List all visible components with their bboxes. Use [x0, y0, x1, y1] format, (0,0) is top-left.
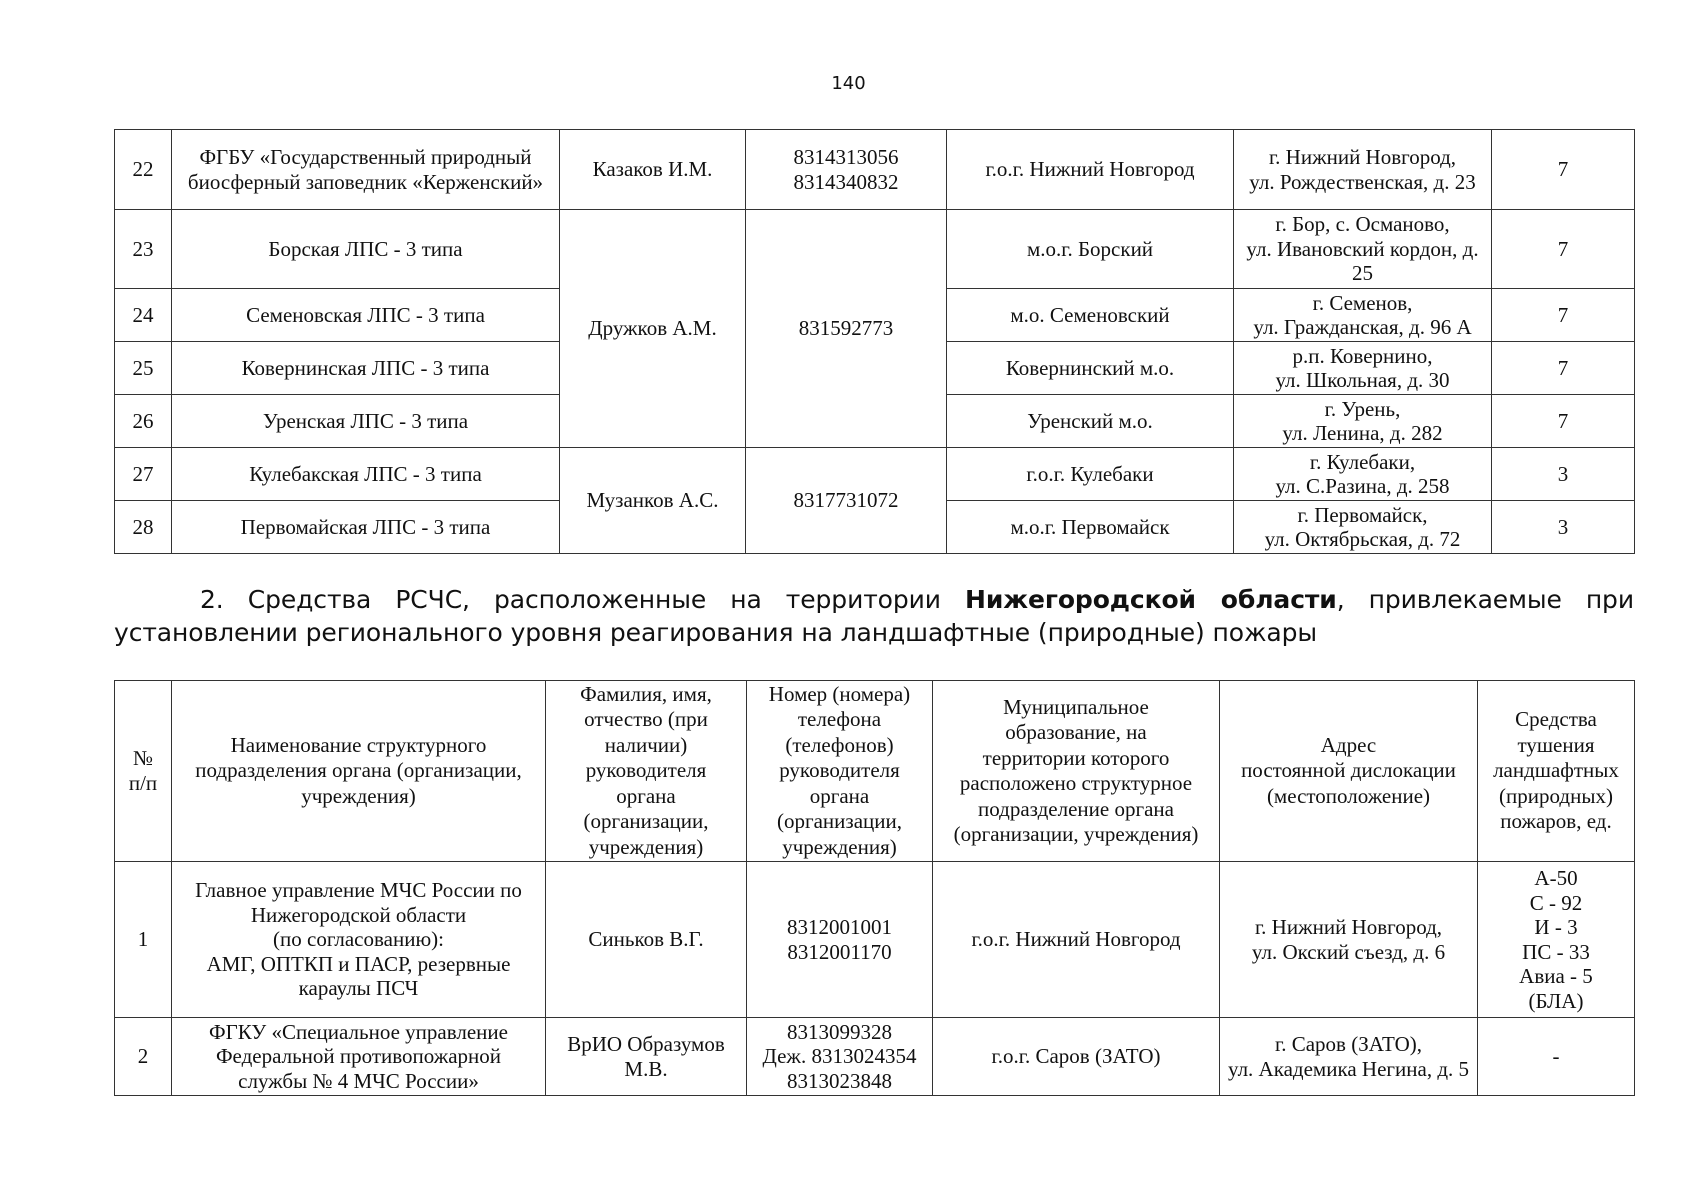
head-name-line: Синьков В.Г.	[588, 927, 704, 952]
means	[1478, 1018, 1635, 1096]
phone-line: 8314340832	[793, 169, 899, 194]
col-means-line: тушения	[1517, 732, 1595, 757]
means-line: Авиа - 5	[1519, 964, 1593, 988]
units-count	[1492, 395, 1635, 448]
address-line: г. Бор, с. Османово,	[1275, 212, 1450, 237]
means-line: С - 92	[1529, 890, 1583, 915]
row-number	[115, 130, 172, 210]
address-line: г. Нижний Новгород,	[1268, 145, 1457, 169]
col-phone-line: Номер (номера)	[768, 681, 911, 706]
col-municipality-line: расположено структурное	[959, 771, 1193, 795]
row-number-line: 22	[132, 157, 154, 182]
unit-name-line: Уренская ЛПС - 3 типа	[262, 408, 469, 433]
phone-line: Деж. 8313024354	[762, 1044, 917, 1069]
address-line: г. Нижний Новгород,	[1254, 915, 1443, 939]
col-means-line: (природных)	[1499, 783, 1613, 808]
col-means-line: пожаров, ед.	[1500, 809, 1612, 834]
unit-name-line: Федеральной противопожарной	[215, 1044, 502, 1069]
units-count-line: 7	[1557, 355, 1569, 380]
col-number-line: №	[132, 745, 154, 770]
units-count	[1492, 289, 1635, 342]
row-number-line: 2	[137, 1044, 149, 1069]
municipality	[947, 501, 1234, 554]
municipality	[947, 210, 1234, 289]
municipality-line: м.о. Семеновский	[1010, 302, 1170, 327]
municipality	[947, 342, 1234, 395]
row-number	[115, 1018, 172, 1096]
col-number-line: п/п	[128, 771, 158, 795]
col-address-line: Адрес	[1320, 732, 1377, 757]
municipality	[933, 1018, 1220, 1096]
municipality-line: м.о.г. Борский	[1026, 236, 1154, 261]
col-phone-line: (телефонов)	[785, 732, 894, 757]
address	[1220, 1018, 1478, 1096]
units-count-line: 7	[1557, 408, 1569, 433]
municipality-line: г.о.г. Нижний Новгород	[985, 157, 1195, 182]
row-number	[115, 342, 172, 395]
region-name: Нижегородской области	[965, 585, 1337, 614]
address	[1234, 342, 1492, 395]
phone-line: 8317731072	[793, 488, 899, 513]
col-address-line: постоянной дислокации	[1241, 758, 1456, 783]
address-line: г. Семенов,	[1312, 290, 1413, 315]
units-count-line: 7	[1557, 236, 1569, 261]
head-name-line: Музанков А.С.	[586, 488, 719, 513]
municipality-line: Ковернинский м.о.	[1005, 355, 1175, 380]
col-head-name-line: руководителя	[585, 758, 707, 783]
phone-line: 8313023848	[787, 1068, 892, 1093]
col-head-name-line: отчество (при	[584, 707, 708, 732]
col-unit-name-line: подразделения органа (организации,	[195, 758, 522, 783]
address-line: ул. Октябрьская, д. 72	[1264, 527, 1461, 551]
municipality-line: г.о.г. Нижний Новгород	[971, 927, 1181, 952]
units-count	[1492, 448, 1635, 501]
col-phone-line: телефона	[797, 707, 882, 732]
col-address-line: (местоположение)	[1266, 783, 1431, 808]
col-phone-line: (организации,	[777, 809, 902, 834]
address-line: г. Кулебаки,	[1309, 449, 1416, 474]
municipality	[947, 130, 1234, 210]
means-line: А-50	[1534, 866, 1578, 890]
table-row	[115, 448, 1635, 501]
address-line: ул. Гражданская, д. 96 А	[1253, 315, 1472, 339]
unit-name-line: (по согласованию):	[273, 927, 444, 952]
municipality	[947, 448, 1234, 501]
municipality-line: г.о.г. Кулебаки	[1026, 461, 1154, 486]
means-line: (БЛА)	[1528, 988, 1584, 1013]
address	[1234, 501, 1492, 554]
unit-name-line: Нижегородской области	[250, 902, 467, 927]
address	[1234, 130, 1492, 210]
address-line: ул. Ивановский кордон, д.	[1246, 236, 1479, 261]
col-number	[115, 681, 172, 862]
units-count-line: 3	[1557, 461, 1569, 486]
address	[1234, 448, 1492, 501]
phone-line: 8312001170	[787, 939, 892, 964]
unit-name	[172, 289, 560, 342]
head-name-line: ВрИО Образумов	[567, 1032, 725, 1056]
unit-name-line: Семеновская ЛПС - 3 типа	[246, 302, 485, 327]
row-number	[115, 210, 172, 289]
address-line: ул. Ленина, д. 282	[1282, 421, 1443, 445]
page-number: 140	[831, 73, 866, 94]
units-count-line: 7	[1557, 302, 1569, 327]
col-unit-name	[172, 681, 546, 862]
address-line: ул. Академика Негина, д. 5	[1228, 1056, 1469, 1081]
address-line: г. Первомайск,	[1297, 502, 1428, 527]
col-municipality-line: образование, на	[1005, 720, 1147, 744]
phone	[747, 862, 933, 1018]
col-phone-line: учреждения)	[782, 834, 897, 859]
unit-name-line: биосферный заповедник «Керженский»	[187, 169, 544, 194]
unit-name	[172, 130, 560, 210]
col-unit-name-line: учреждения)	[301, 783, 416, 808]
table-row	[115, 210, 1635, 289]
unit-name-line: караулы ПСЧ	[298, 976, 419, 1001]
col-municipality-line: подразделение органа	[978, 796, 1174, 821]
head-name	[546, 1018, 747, 1096]
rschs-forces-table	[114, 680, 1635, 1096]
phone	[747, 1018, 933, 1096]
section-2-heading: 2. Средства РСЧС, расположенные на территории Нижегородской области, привлекаемые при установлении регионального уровня реагирования на ландшафтные (природные) пожары	[114, 585, 1634, 647]
municipality	[947, 395, 1234, 448]
col-head-name	[546, 681, 747, 862]
unit-name	[172, 342, 560, 395]
head-name	[560, 210, 746, 448]
units-count	[1492, 342, 1635, 395]
col-municipality	[933, 681, 1220, 862]
table-row	[115, 862, 1635, 1018]
address-line: ул. Школьная, д. 30	[1275, 368, 1450, 392]
col-head-name-line: учреждения)	[588, 834, 704, 859]
row-number-line: 26	[132, 408, 154, 433]
col-means-line: Средства	[1515, 707, 1597, 732]
col-address	[1220, 681, 1478, 862]
head-name-line: М.В.	[624, 1056, 668, 1081]
unit-name	[172, 395, 560, 448]
municipality-line: м.о.г. Первомайск	[1010, 514, 1170, 539]
phone-line: 8314313056	[793, 145, 899, 169]
row-number	[115, 501, 172, 554]
address-line: ул. Рождественская, д. 23	[1249, 169, 1476, 194]
col-head-name-line: Фамилия, имя,	[580, 681, 712, 706]
forest-stations-table	[114, 129, 1635, 554]
unit-name	[172, 210, 560, 289]
row-number-line: 23	[132, 236, 154, 261]
head-name	[560, 448, 746, 554]
units-count	[1492, 130, 1635, 210]
unit-name-line: Ковернинская ЛПС - 3 типа	[241, 355, 490, 380]
address-line: ул. Окский съезд, д. 6	[1251, 939, 1446, 964]
head-name-line: Казаков И.М.	[592, 157, 713, 182]
row-number	[115, 289, 172, 342]
municipality	[947, 289, 1234, 342]
address	[1234, 289, 1492, 342]
row-number-line: 1	[137, 927, 149, 952]
address-line: 25	[1352, 261, 1373, 286]
phone	[746, 130, 947, 210]
address	[1220, 862, 1478, 1018]
table-row	[115, 1018, 1635, 1096]
row-number	[115, 862, 172, 1018]
unit-name-line: Борская ЛПС - 3 типа	[268, 236, 463, 261]
address-line: г. Саров (ЗАТО),	[1274, 1032, 1423, 1056]
row-number	[115, 448, 172, 501]
row-number	[115, 395, 172, 448]
col-municipality-line: (организации, учреждения)	[953, 822, 1199, 846]
units-count	[1492, 501, 1635, 554]
phone	[746, 448, 947, 554]
unit-name-line: ФГБУ «Государственный природный	[199, 145, 532, 169]
row-number-line: 27	[132, 461, 154, 486]
head-name-line: Дружков А.М.	[588, 316, 717, 341]
address-line: р.п. Ковернино,	[1292, 343, 1433, 368]
unit-name-line: Главное управление МЧС России по	[195, 878, 522, 903]
table-row	[115, 130, 1635, 210]
means-line: ПС - 33	[1522, 939, 1590, 964]
phone-line: 8312001001	[787, 915, 892, 939]
col-municipality-line: территории которого	[982, 745, 1170, 770]
unit-name	[172, 862, 546, 1018]
head-name	[546, 862, 747, 1018]
col-phone-line: органа	[809, 783, 870, 808]
col-unit-name-line: Наименование структурного	[230, 732, 487, 757]
phone	[746, 210, 947, 448]
unit-name-line: службы № 4 МЧС России»	[238, 1068, 479, 1093]
address-line: ул. С.Разина, д. 258	[1275, 474, 1450, 498]
table-header-row	[115, 681, 1635, 862]
row-number-line: 24	[132, 302, 154, 327]
unit-name	[172, 448, 560, 501]
unit-name-line: Кулебакская ЛПС - 3 типа	[249, 461, 482, 486]
row-number-line: 25	[132, 355, 154, 380]
col-means	[1478, 681, 1635, 862]
phone-line: 831592773	[798, 316, 894, 341]
col-phone-line: руководителя	[779, 758, 900, 783]
address	[1234, 210, 1492, 289]
unit-name	[172, 501, 560, 554]
col-phone	[747, 681, 933, 862]
unit-name-line: Первомайская ЛПС - 3 типа	[240, 514, 491, 539]
col-head-name-line: органа	[616, 783, 676, 808]
units-count-line: 3	[1557, 514, 1569, 539]
unit-name-line: ФГКУ «Специальное управление	[209, 1019, 508, 1044]
municipality-line: Уренский м.о.	[1027, 408, 1153, 433]
unit-name	[172, 1018, 546, 1096]
head-name	[560, 130, 746, 210]
col-means-line: ландшафтных	[1493, 758, 1619, 783]
means-line: И - 3	[1534, 915, 1578, 939]
means-line: -	[1552, 1044, 1560, 1069]
col-head-name-line: наличии)	[604, 732, 688, 757]
address	[1234, 395, 1492, 448]
means	[1478, 862, 1635, 1018]
col-head-name-line: (организации,	[583, 809, 709, 834]
municipality-line: г.о.г. Саров (ЗАТО)	[991, 1044, 1161, 1069]
units-count-line: 7	[1557, 157, 1569, 182]
address-line: г. Урень,	[1324, 396, 1401, 421]
units-count	[1492, 210, 1635, 289]
municipality	[933, 862, 1220, 1018]
row-number-line: 28	[132, 514, 154, 539]
unit-name-line: АМГ, ОПТКП и ПАСР, резервные	[206, 951, 511, 976]
phone-line: 8313099328	[787, 1019, 892, 1044]
col-municipality-line: Муниципальное	[1003, 694, 1149, 719]
